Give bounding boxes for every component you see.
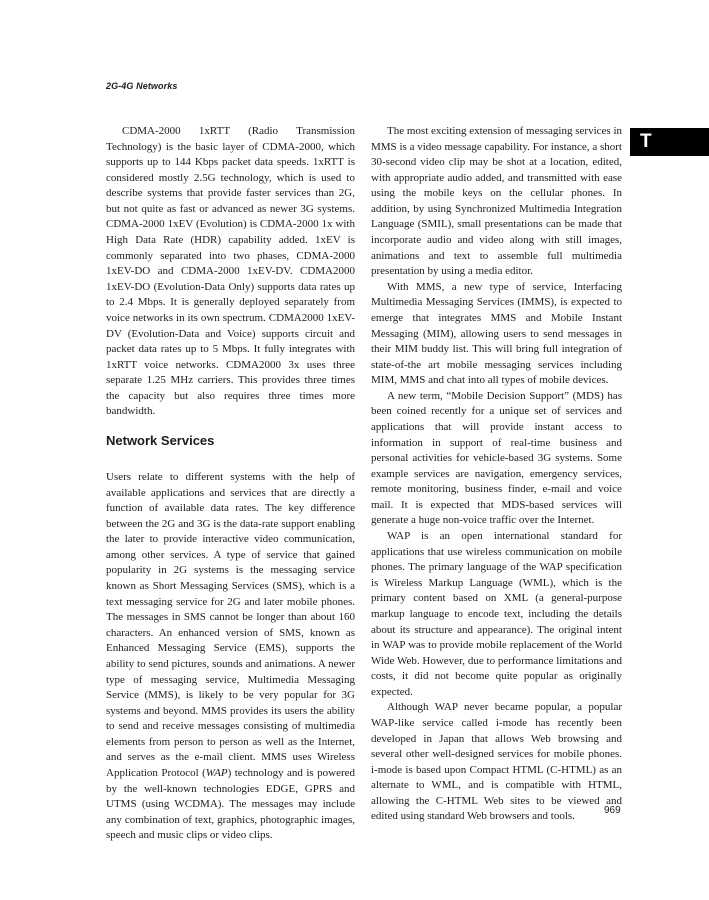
left-column — [106, 124, 355, 844]
body-paragraph: Although WAP never became popular, a popular WAP-like service called i-mode has recently been developed in Japan that allows Web browsing and several other well-designed services for mobile phones. i-mode is based upon Compact HTML (C-HTML) as an alternate to WML, and is compatible with HTML, allowing the C-HTML Web sites to be viewed and edited using standard Web browsers and tools. — [371, 701, 622, 823]
paragraph-text: Users relate to different systems with the help of available applications and services that are directly a function of available data rates. The key difference between the 2G and 3G is the data-rate support enabling the later to provide interactive video communication, among other services. A type of service that gained popularity in 2G systems is the messaging service known as Short Messaging Services (SMS), which is a text messaging service for 2G and later mobile phones. The messages in SMS cannot be longer than about 160 characters. An enhanced version of SMS, known as Enhanced Messaging Service (EMS), supports the ability to send pictures, sounds and animations. A newer type of messaging service, Multimedia Messaging Service (MMS), is likely to be very popular for 3G systems and beyond. MMS provides its users the ability to send and receive messages consisting of multimedia elements from person to person as well as the Internet, and serves as the e-mail client. MMS uses Wireless Application Protocol ( — [106, 470, 355, 779]
section-heading: Network Services — [106, 432, 215, 448]
body-paragraph: The most exciting extension of messaging services in MMS is a video message capability. For instance, a short 30-second video clip may be shot at a location, edited, with appropriate audio added, and transmitted with ease using the mobile keys on the cellular phones. In addition, by using Synchronized Multimedia Integration Language (SMIL), small presentations can be made that incorporate audio and video along with still images, animations and text to assemble full multimedia presentation by using a media editor. — [371, 125, 622, 278]
right-column — [371, 124, 622, 825]
body-paragraph — [106, 470, 355, 844]
section-tab-marker: T — [630, 128, 709, 156]
body-paragraph: With MMS, a new type of service, Interfacing Multimedia Messaging Services (IMMS), is expected to emerge that integrates MMS and Mobile Instant Messaging (MIM), allowing users to send messages in their MIM buddy list. This will bring full integration of state-of-the art mobile messaging services including MIM, MMS and chat into all types of mobile devices. — [371, 280, 622, 387]
italic-term: WAP — [205, 766, 228, 779]
running-head: 2G-4G Networks — [106, 81, 178, 91]
paragraph-text: ) technology and is powered by the well-known technologies EDGE, GPRS and UTMS (using WCDMA). The messages may include any combination of text, graphics, photographic images, speech and music clips or video clips. — [106, 766, 356, 842]
body-paragraph: CDMA-2000 1xRTT (Radio Transmission Technology) is the basic layer of CDMA-2000, which supports up to 144 Kbps packet data speeds. 1xRTT is considered mostly 2.5G technology, which is used to describe systems that provide faster services than 2G, but not quite as fast or advanced as newer 3G systems. CDMA-2000 1xEV (Evolution) is CDMA-2000 1x with High Data Rate (HDR) capability added. 1xEV is commonly separated into two phases, CDMA-2000 1xEV-DO and CDMA-2000 1xEV-DV. CDMA2000 1xEV-DO (Evolution-Data Only) supports data rates up to 2.4 Mbps. It is generally deployed separately from voice networks in its own spectrum. CDMA2000 1xEV-DV (Evolution-Data and Voice) supports circuit and packet data rates up to 5 Mbps. It fully integrates with 1xRTT voice networks. CDMA2000 3x uses three separate 1.25 MHz carriers. This provides three times the capacity but also requires three times more bandwidth. — [106, 125, 355, 418]
body-paragraph: A new term, “Mobile Decision Support” (MDS) has been coined recently for a unique set of services and applications that will provide instant access to information in support of real-time business and personal activities for vehicle-based 3G systems. Some example services are navigation, emergency services, remote monitoring, business finder, e-mail and voice mail. It is expected that MDS-based services will generate a huge non-voice traffic over the Internet. — [371, 389, 622, 527]
body-paragraph: WAP is an open international standard for applications that use wireless communication on mobile phones. The primary language of the WAP specification is Wireless Markup Language (WML), which is the primary content based on XML (a general-purpose markup language to encode text, including the details about its structure and appearance). The original intent in WAP was to provide mobile replacement of the World Wide Web. However, due to performance limitations and costs, it did not become quite popular as originally expected. — [371, 530, 622, 698]
page-number: 969 — [604, 805, 621, 816]
